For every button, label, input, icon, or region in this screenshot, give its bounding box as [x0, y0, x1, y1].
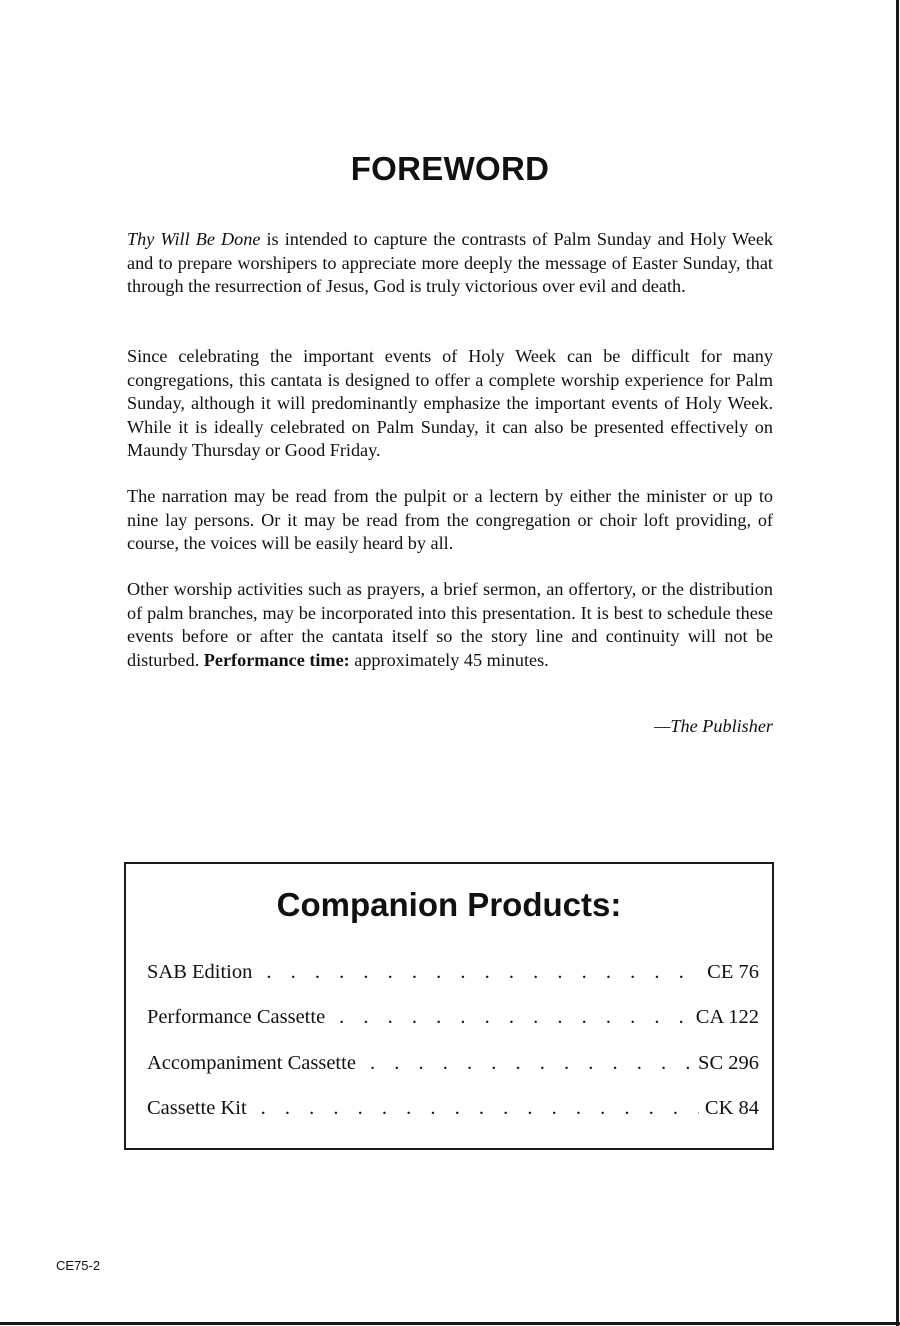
performance-time-value: approximately 45 minutes. [349, 649, 549, 670]
publisher-signature: —The Publisher [654, 716, 773, 736]
product-row [147, 1006, 759, 1029]
foreword-paragraph-1 [127, 228, 773, 299]
paragraph-text: is intended to capture the contrasts of Palm Sunday and Holy Week and to prepare worshipers to appreciate more deeply the message of Easter Sunday, that through the resurrection of Jesus, God is truly victorious over evil and death. [127, 229, 773, 296]
product-name: Cassette Kit [147, 1097, 247, 1119]
work-title: Thy Will Be Done [127, 229, 261, 249]
dot-leader [261, 1097, 699, 1120]
product-row [147, 1097, 759, 1120]
companion-products-box [124, 862, 774, 1150]
page-edge-bottom [0, 1322, 900, 1325]
product-name: Performance Cassette [147, 1006, 326, 1028]
product-code: CK 84 [704, 1097, 759, 1119]
page-title: FOREWORD [350, 150, 550, 187]
companion-products-title: Companion Products: [276, 886, 622, 923]
dot-leader [266, 961, 701, 984]
foreword-paragraph-3: The narration may be read from the pulpit or a lectern by either the minister or up to nine lay persons. Or it may be read from the congregation or choir loft providing, of course, the voices will be easily heard by all. [127, 486, 773, 553]
paragraph-text: Other worship activities such as prayers, a brief sermon, an offertory, or the distribution of palm branches, may be incorporated into this presentation. It is best to schedule these events before or after the cantata itself so the story line and continuity will not be disturbed. [127, 579, 773, 670]
product-code: CE 76 [707, 961, 759, 983]
foreword-paragraph-4 [127, 578, 773, 672]
product-code: SC 296 [698, 1052, 759, 1074]
product-row [147, 961, 759, 984]
product-code: CA 122 [695, 1006, 759, 1028]
product-name: SAB Edition [147, 961, 253, 983]
page-edge-right [896, 0, 899, 1326]
performance-time-label: Performance time: [203, 649, 350, 670]
foreword-paragraph-2: Since celebrating the important events of Holy Week can be difficult for many congregations, this cantata is designed to offer a complete worship experience for Palm Sunday, although it will predominantly emphasize the important events of Holy Week. While it is ideally celebrated on Palm Sunday, it can also be presented effectively on Maundy Thursday or Good Friday. [127, 346, 773, 460]
product-name: Accompaniment Cassette [147, 1052, 356, 1074]
dot-leader [339, 1006, 690, 1029]
dot-leader [370, 1052, 692, 1075]
product-row [147, 1052, 759, 1075]
page-code: CE75-2 [56, 1258, 101, 1273]
